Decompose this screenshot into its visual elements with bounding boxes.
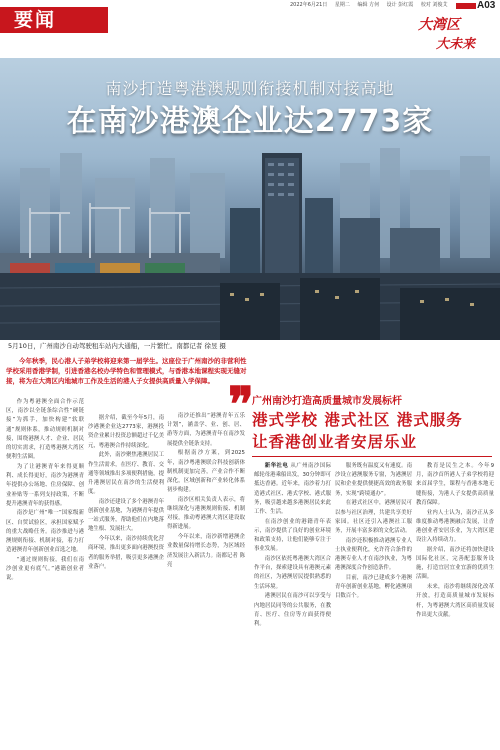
paragraph: 今年以来，南沙新增港澳企业数量保持增长态势，为区域经济发展注入新活力。南都记者 陈亮	[167, 534, 245, 568]
hero-subtitle: 南沙打造粤港澳规则衔接机制对接高地	[105, 79, 395, 98]
dateline: 新华社电	[264, 463, 289, 469]
quote-mark-icon: ❞	[228, 377, 254, 433]
brand-line1: 大湾区	[418, 17, 460, 33]
section-tag: 要闻	[0, 7, 108, 33]
paragraph: 据介绍，截至今年5月，南沙港澳企业达2773家，港澳投资企业累计投资总额超过千亿美元，粤港澳合作持续深化。	[88, 415, 164, 449]
paragraph: 在港式社区中，港澳居民可以参与社区治理，共建共享美好家园。社区还引入港澳社工服务，开展丰富多彩的文化活动。	[335, 500, 412, 534]
paragraph: 目前，南沙已建成多个港澳青年创新创业基地，孵化港澳项目数百个。	[335, 574, 412, 600]
paragraph: 南沙还建设了多个港澳青年创新创业基地，为港澳青年提供一站式服务，帮助他们在内地落地生根、发展壮大。	[88, 498, 164, 533]
paragraph: 南沙还积极推动港澳专业人士执业便利化，允许符合条件的港澳专业人才在南沙执业，为粤港澳深度合作创造条件。	[335, 537, 412, 572]
paragraph: 今年以来，南沙持续优化营商环境，推出更多面向港澳投资者的服务举措，吸引更多港澳企业落户。	[88, 536, 164, 570]
article-column-3	[167, 412, 245, 570]
paragraph: 此外，南沙聚焦港澳居民工作生活需求，在医疗、教育、交通等领域推出多项便利措施，提升港澳居民在南沙的生活便利度。	[88, 452, 164, 496]
hero-title: 在南沙港澳企业达2773家	[66, 104, 434, 139]
paragraph-text: 从广州南沙国际邮轮母港乘船出发，30分钟即可抵达香港。近年来，南沙着力打造港式社区、港式学校、港式服务，吸引越来越多港澳居民来此工作、生活。	[254, 463, 331, 516]
right-column-2	[335, 462, 412, 602]
paragraph: 南沙区依托粤港澳大湾区合作平台，探索建设具有港澳元素的社区，为港澳居民提供熟悉的生活环境。	[254, 556, 331, 590]
paragraph: 南沙还推出“港澳青年五乐计划”，涵盖学、业、创、居、游等方面，为港澳青年在南沙发展提供全链条支持。	[167, 413, 245, 447]
weekday: 星期二	[334, 2, 350, 8]
hero-photo	[0, 58, 500, 340]
paragraph: 南沙是广州“唯一”国家级新区、自贸试验区，承担国家赋予的重大战略任务。南沙推进与港澳规则衔接、机制对接，着力打造港澳青年创新创业首选之地。	[6, 510, 84, 554]
paragraph: 教育是民生之本。今年9月，南沙首所港人子弟学校将迎来首届学生，课程与香港本地无缝衔接，为港人子女提供高质量教育保障。	[416, 463, 494, 506]
date-line	[290, 1, 460, 8]
article-kicker: 广州南沙打造高质量城市发展标杆	[252, 396, 402, 407]
masthead	[0, 0, 500, 58]
paragraph: 为了让港澳青年来得更顺利、成长得更好，南沙为港澳青年提供办公场地、住房保障、创业补贴等一系列支持政策，不断提升港澳青年的获得感。	[6, 463, 84, 507]
designer: 设计 彭红霞	[386, 2, 414, 8]
date: 2022年6月21日	[290, 2, 328, 8]
article-headline-line2: 让香港创业者安居乐业	[252, 432, 418, 451]
paragraph: 在南沙创业的港籍青年表示，南沙提供了良好的创业环境和政策支持，让他们能够专注于事业发展。	[254, 518, 331, 553]
article-column-2	[88, 414, 164, 572]
page-number: A03	[477, 0, 496, 11]
paragraph: 据介绍，南沙还将加快建设国际化社区，完善配套服务设施，打造宜居宜业宜游的优质生活圈。	[416, 546, 494, 581]
photo-caption: 5月10日，广州南沙自动驾驶租车站内大通船，一片繁忙。南都记者 徐昱 摄	[8, 342, 227, 350]
paragraph: 作为粤港澳全面合作示范区，南沙以全链条综合性“硬链接”为抓手，加快构建“软联通”规则体系，推动规则机制对接，围绕港澳人才、企业、居民的切实需求，打造粤港澳大湾区便利生活圈。	[6, 399, 84, 461]
right-column-1	[254, 462, 331, 630]
article-column-1	[6, 398, 84, 584]
paragraph: 港澳居民在南沙可以享受与内地居民同等的公共服务，在教育、医疗、住房等方面获得便利。	[254, 593, 331, 627]
right-column-3	[416, 462, 494, 620]
editor: 编辑 方何	[357, 2, 380, 8]
edition-marker	[456, 3, 476, 9]
paragraph: 根据南沙方案，到2025年，南沙粤港澳联合科技创新体制机制更加完善，产业合作不断深化，区域创新和产业转化体系初步构建。	[167, 450, 245, 494]
paragraph: 未来，南沙将继续深化改革开放，打造高质量城市发展标杆，为粤港澳大湾区高质量发展作出更大贡献。	[416, 584, 494, 618]
paragraph: 南沙区相关负责人表示，将继续深化与港澳规则衔接、机制对接，推动粤港澳大湾区建设取得新进展。	[167, 496, 245, 531]
article-headline: 港式学校 港式社区 港式服务	[252, 410, 463, 429]
lead-paragraph: 今年秋季，民心港人子弟学校将迎来第一届学生。这座位于广州南沙的非营利性学校采用香港学制，引进香港名校办学特色和管理模式，与香港本地课程实现无缝对接，将为在大湾区内地城市工作及生活的港人子女提供高质量入学保障。	[6, 357, 247, 385]
paragraph: “通过规则衔接，我们在南沙创业更有底气。”港籍创业者说。	[6, 556, 84, 582]
paragraph: 业内人士认为，南沙正从多维度推动粤港澳融合发展，让香港创业者安居乐业，为大湾区建设注入持续动力。	[416, 509, 494, 544]
brand-logo	[418, 18, 498, 56]
paragraph: 服务既有温度又有速度。南沙设立港澳服务专窗，为港澳居民和企业提供便捷高效的政务服务，实现“跨境通办”。	[335, 463, 412, 497]
paragraph	[254, 462, 331, 517]
brand-line2: 大未来	[436, 37, 476, 52]
proofreader: 校对 刘俊艾	[420, 2, 448, 8]
divider	[252, 456, 492, 457]
